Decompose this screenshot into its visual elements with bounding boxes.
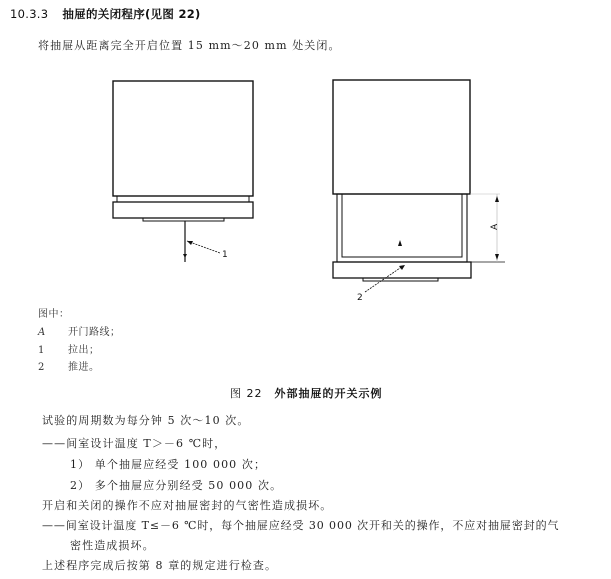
no-damage-paragraph: 开启和关闭的操作不应对抽屉密封的气密性造成损坏。 [42,499,333,512]
case1-item-2: 2） 多个抽屉应分别经受 50 000 次。 [70,479,283,492]
callout-push: 2 [357,293,363,300]
case2-line-1: ——间室设计温度 T≤－6 ℃时，每个抽屉应经受 30 000 次开和关的操作，不应对抽屉密封的气 [42,519,560,532]
open-drawer-diagram [333,80,505,300]
legend-text: 拉出； [68,345,100,356]
section-number: 10.3.3 [10,7,49,21]
legend-text: 开门路线； [68,327,121,338]
figure-caption [230,385,383,401]
legend-item-a [38,323,121,338]
cycles-paragraph: 试验的周期数为每分钟 5 次～10 次。 [42,414,250,427]
final-paragraph: 上述程序完成后按第 8 章的规定进行检查。 [42,559,278,572]
legend-key: 2 [38,362,45,373]
legend-key: A [38,327,46,338]
section-title: 抽屉的关闭程序(见图 22) [62,7,201,21]
legend-title: 图中： [38,309,70,320]
dimension-label-a: A [490,223,500,230]
figure-number: 图 22 [230,387,263,400]
intro-paragraph: 将抽屉从距离完全开启位置 15 mm～20 mm 处关闭。 [38,39,341,52]
callout-pull: 1 [222,250,228,260]
legend-item-2 [38,358,100,373]
case2-line-2: 密性造成损坏。 [70,539,155,552]
case1-intro: ——间室设计温度 T＞－6 ℃时， [42,437,227,450]
legend-text: 推进。 [68,362,100,373]
legend-key: 1 [38,345,45,356]
closed-drawer-diagram [113,81,253,262]
figure-title: 外部抽屉的开关示例 [274,387,383,400]
case1-item-1: 1） 单个抽屉应经受 100 000 次； [70,458,267,471]
legend-item-1 [38,341,100,356]
